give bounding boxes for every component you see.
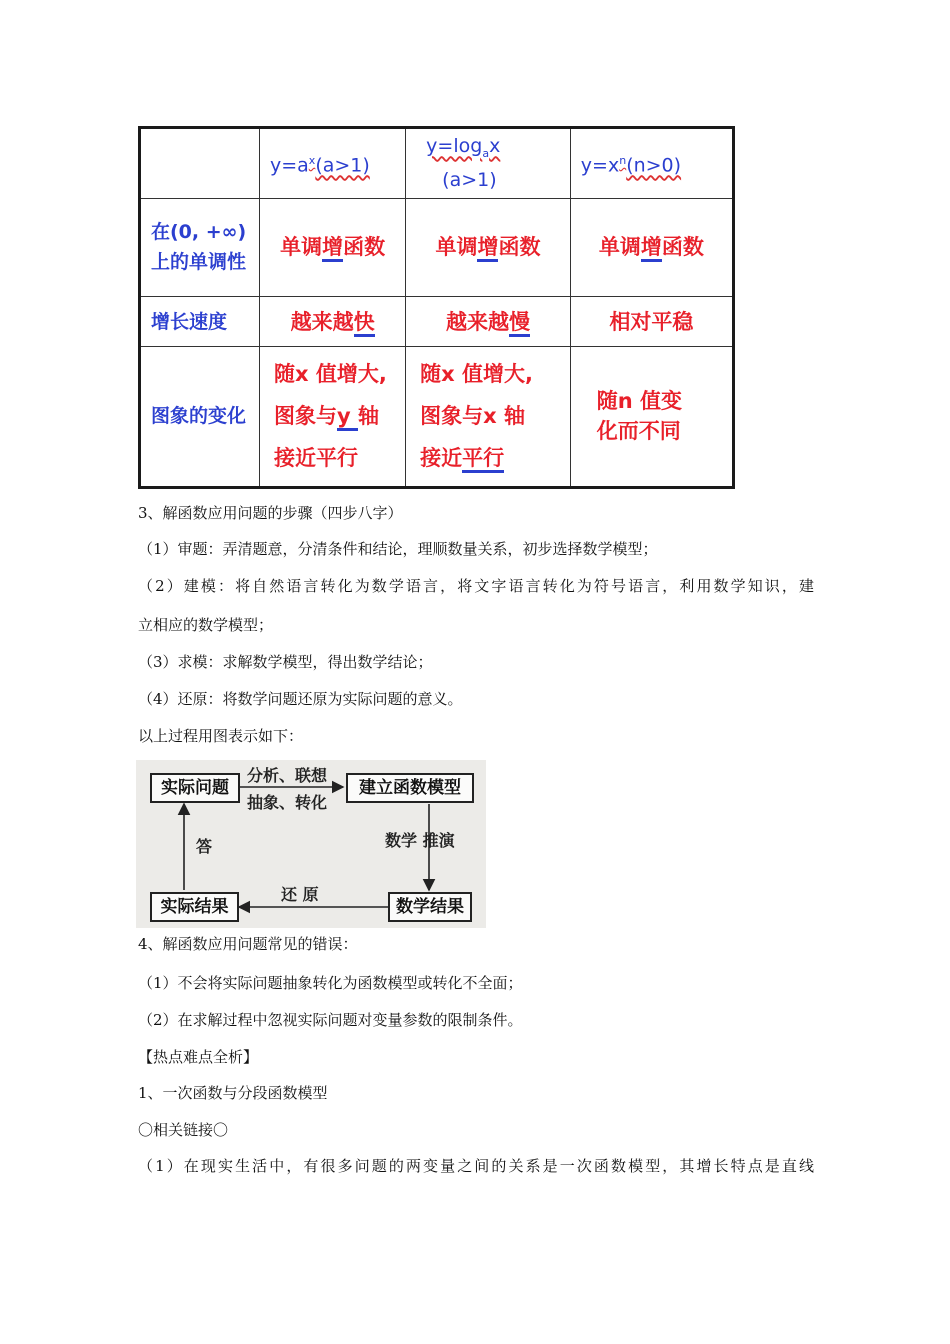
error-2-text: （2）在求解过程中忽视实际问题对变量参数的限制条件。 [138, 1011, 523, 1029]
comparison-table [138, 126, 735, 489]
cell-graph-log: 随x 值增大, 图象与x 轴 接近平行 [406, 346, 571, 487]
header-logarithm [406, 128, 571, 199]
cell-monotonic-log: 单调增函数 [406, 198, 571, 297]
step-2-text-line1: （2）建模：将自然语言转化为数学语言，将文字语言转化为符号语言，利用数学知识，建 [138, 577, 814, 595]
header-exponential [259, 128, 405, 199]
cell-growth-exp: 越来越快 [259, 297, 405, 346]
step-2-text-line2: 立相应的数学模型； [138, 616, 274, 634]
box-build-model: 建立函数模型 [346, 773, 474, 803]
section-4-title: 4、解函数应用问题常见的错误： [138, 935, 358, 953]
row-label-line: 上的单调性 [151, 251, 247, 274]
label-answer: 答 [196, 837, 213, 856]
header-exp-cond: (a>1) [315, 154, 370, 177]
diagram-intro-text: 以上过程用图表示如下： [138, 727, 304, 745]
label-restore: 还 原 [281, 885, 319, 904]
box-real-problem: 实际问题 [150, 773, 240, 803]
cell-monotonic-exp: 单调增函数 [259, 198, 405, 297]
cell-monotonic-pow: 单调增函数 [570, 198, 733, 297]
step-1-text: （1）审题：弄清题意，分清条件和结论，理顺数量关系，初步选择数学模型； [138, 540, 658, 558]
section-3-title: 3、解函数应用问题的步骤（四步八字） [138, 504, 403, 522]
header-log-cond: (a>1) [442, 169, 497, 192]
cell-graph-exp: 随x 值增大, 图象与y 轴 接近平行 [259, 346, 405, 487]
process-flow-diagram [136, 760, 486, 928]
step-3-text: （3）求模：求解数学模型，得出数学结论； [138, 653, 433, 671]
label-math-deduction: 数学 推演 [385, 831, 455, 850]
header-pow-sup: n [619, 154, 627, 168]
header-log-main: y=log [426, 135, 483, 158]
table-corner-cell [140, 128, 260, 199]
row-label-graph-change: 图象的变化 [140, 346, 260, 487]
table-row-graph-change [140, 346, 734, 487]
header-exp-sup: x [308, 154, 316, 168]
label-analyze-associate: 分析、联想 [247, 766, 328, 785]
cell-growth-pow: 相对平稳 [570, 297, 733, 346]
table-header-row [140, 128, 734, 199]
row-label-monotonicity [140, 198, 260, 297]
cell-graph-pow: 随n 值变 化而不同 [570, 346, 733, 487]
header-pow-cond: (n>0) [626, 154, 682, 177]
row-label-growth-speed: 增长速度 [140, 297, 260, 346]
cell-growth-log: 越来越慢 [406, 297, 571, 346]
box-math-result: 数学结果 [388, 892, 472, 922]
topic-1-title: 1、一次函数与分段函数模型 [138, 1084, 328, 1102]
header-exp-main: y=a [269, 154, 309, 177]
error-1-text: （1）不会将实际问题抽象转化为函数模型或转化不全面； [138, 974, 523, 992]
hot-topics-title: 【热点难点全析】 [138, 1048, 259, 1066]
step-4-text: （4）还原：将数学问题还原为实际问题的意义。 [138, 690, 463, 708]
box-real-result: 实际结果 [150, 892, 239, 922]
table-row-growth-speed [140, 297, 734, 346]
topic-1-paragraph: （1）在现实生活中，有很多问题的两变量之间的关系是一次函数模型，其增长特点是直线 [138, 1157, 814, 1175]
header-log-sub: a [482, 147, 490, 161]
table-row-monotonicity [140, 198, 734, 297]
header-power [570, 128, 733, 199]
related-link-label: 〇相关链接〇 [138, 1121, 229, 1139]
header-pow-main: y=x [580, 154, 620, 177]
label-abstract-transform: 抽象、转化 [247, 793, 328, 812]
header-log-var: x [489, 135, 501, 158]
row-label-line: 在(0, +∞) [151, 221, 247, 244]
